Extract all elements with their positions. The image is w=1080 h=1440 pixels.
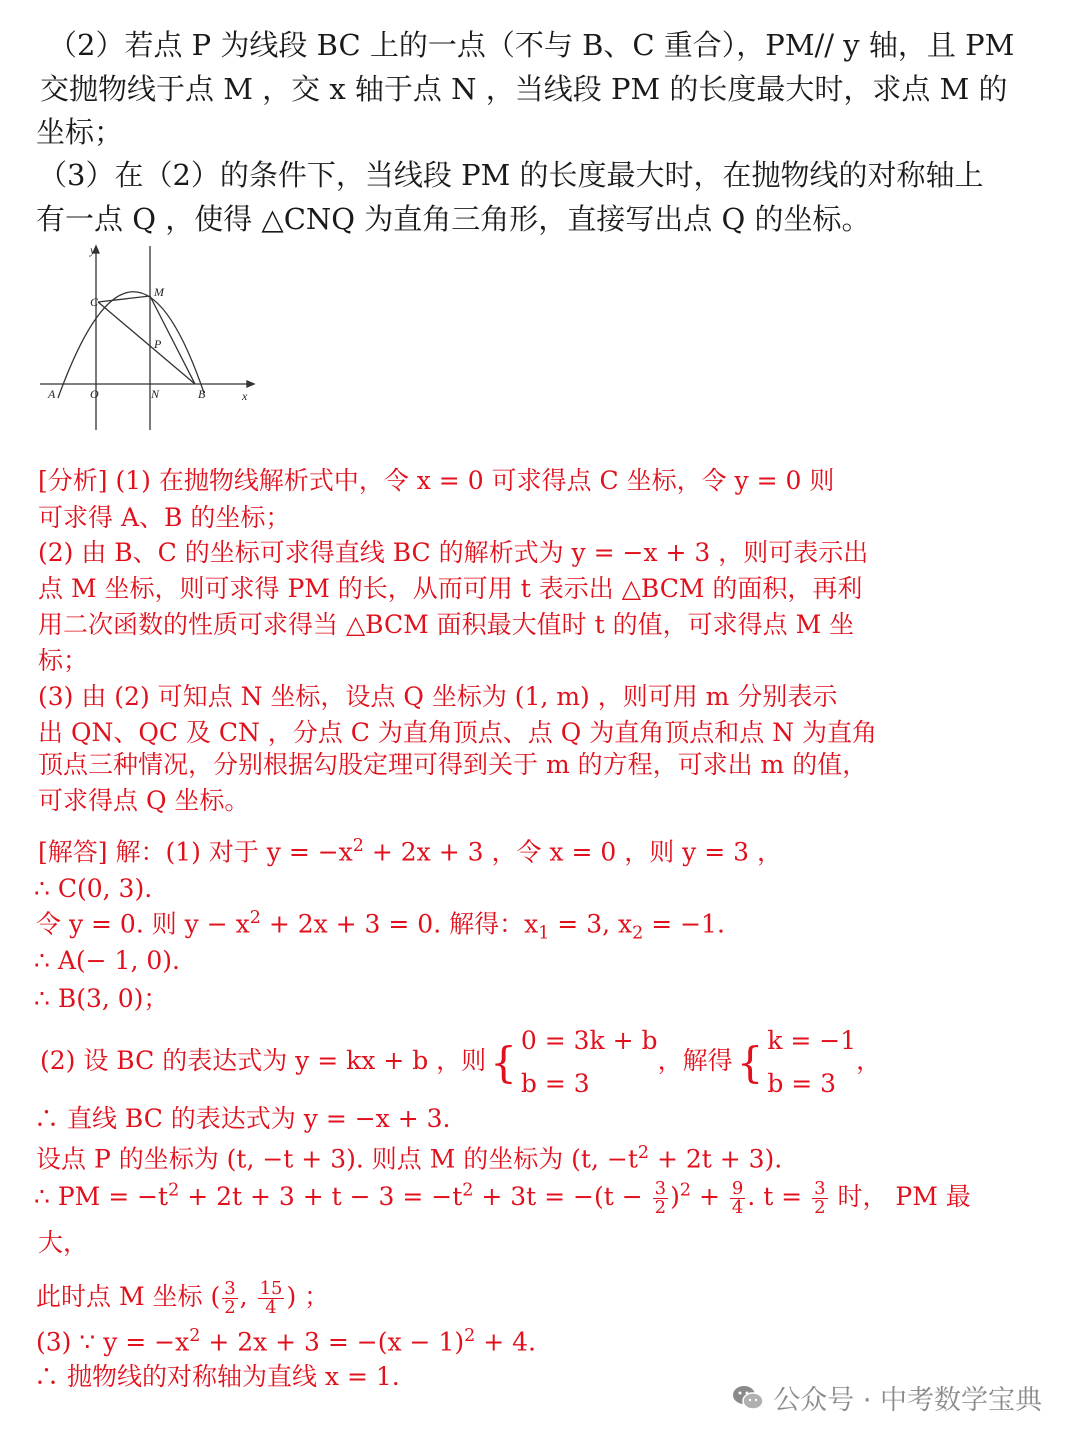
analysis-line-9: 顶点三种情况，分别根据勾股定理可得到关于 m 的方程，可求出 m 的值， [38, 750, 868, 779]
watermark [731, 1378, 1042, 1417]
wechat-icon [731, 1383, 765, 1413]
solution-line-4: ∴ A(− 1, 0). [34, 946, 180, 975]
label-a: A [48, 387, 56, 401]
analysis-line-2: 可求得 A、B 的坐标； [38, 503, 291, 532]
line-bc [98, 302, 195, 384]
solution-line-12: (3) ∵ $y = -x^2 + 2x + 3 = -(x - 1)^2 + 4$. [36, 1326, 536, 1357]
solution-line-7: ∴ 直线 BC 的表达式为 y = −x + 3. [34, 1104, 451, 1133]
solution-line-5: ∴ B(3, 0)； [34, 984, 169, 1013]
label-b: B [198, 387, 206, 401]
solution-line-2: ∴ C(0, 3). [34, 874, 153, 903]
solution-line-1: [解答] 解：(1) 对于 $y = -x^2 + 2x + 3$ ，令 x = 0 ，则 y = 3 ， [38, 836, 782, 867]
label-p: P [154, 337, 162, 351]
analysis-line-10: 可求得点 Q 坐标。 [38, 786, 250, 815]
analysis-line-4: 点 M 坐标，则可求得 PM 的长，从而可用 t 表示出 △BCM 的面积，再利 [38, 574, 863, 603]
label-y: y [90, 243, 96, 257]
question-3-line-1: （3）在（2）的条件下，当线段 PM 的长度最大时，在抛物线的对称轴上 [38, 158, 984, 192]
solution-line-6: (2) 设 BC 的表达式为 y = kx + b ，则{ 0 = 3k + b b = 3 ，解得{ k = −1 b = 3 ， [40, 1026, 882, 1098]
solution-line-9: ∴ PM = $-t^2 + 2t + 3 + t - 3 = -t^2 + 3t = -(t$ − $\frac{3}{2}$ )$^2$ + $\frac{9}{4}$ . t = $\frac{3}{2}$ 时， PM 最 [34, 1178, 971, 1218]
parabola-figure [28, 238, 268, 438]
x-axis-arrow [247, 381, 254, 387]
parabola-curve [58, 292, 204, 398]
question-3-line-2: 有一点 Q ，使得 △CNQ 为直角三角形，直接写出点 Q 的坐标。 [36, 202, 871, 236]
analysis-line-5: 用二次函数的性质可求得当 △BCM 面积最大值时 t 的值，可求得点 M 坐 [38, 610, 855, 639]
label-n: N [151, 387, 160, 401]
analysis-line-3: (2) 由 B、C 的坐标可求得直线 BC 的解析式为 y = −x + 3 ，则可表示出 [38, 538, 869, 567]
label-x: x [242, 389, 248, 403]
solution-line-10: 大， [38, 1228, 89, 1257]
label-c: C [90, 295, 99, 309]
analysis-line-7: (3) 由 (2) 可知点 N 坐标，设点 Q 坐标为 (1, m) ，则可用 m 分别表示 [38, 682, 838, 711]
label-m: M [154, 285, 164, 299]
analysis-line-6: 标； [38, 646, 89, 675]
question-2-line-2: 交抛物线于点 M ，交 x 轴于点 N ，当线段 PM 的长度最大时，求点 M 的 [40, 72, 1008, 106]
line-cm [98, 296, 150, 302]
solution-line-13: ∴ 抛物线的对称轴为直线 x = 1. [34, 1362, 400, 1391]
label-o: O [90, 387, 99, 401]
watermark-text: 公众号 · 中考数学宝典 [773, 1385, 1042, 1416]
analysis-line-8: 出 QN、QC 及 CN ，分点 C 为直角顶点、点 Q 为直角顶点和点 N 为直角 [38, 718, 877, 747]
question-2-line-1: （2）若点 P 为线段 BC 上的一点（不与 B、C 重合），PM// y 轴，且 PM [48, 28, 1015, 62]
solution-line-3: 令 y = 0. 则 $y - x^2 + 2x + 3 = 0$. 解得：$x_1 = 3$, $x_2 = -1$. [36, 908, 725, 944]
solution-line-11: 此时点 M 坐标 ( $\frac{3}{2}$ , $\frac{15}{4}$ ) ； [36, 1278, 330, 1318]
analysis-line-1: [分析] (1) 在抛物线解析式中，令 x = 0 可求得点 C 坐标，令 y = 0 则 [38, 466, 835, 495]
solution-line-8: 设点 P 的坐标为 (t, −t + 3). 则点 M 的坐标为 (t, $-t^2 + 2t + 3$). [36, 1143, 783, 1174]
question-2-line-3: 坐标； [36, 115, 124, 149]
